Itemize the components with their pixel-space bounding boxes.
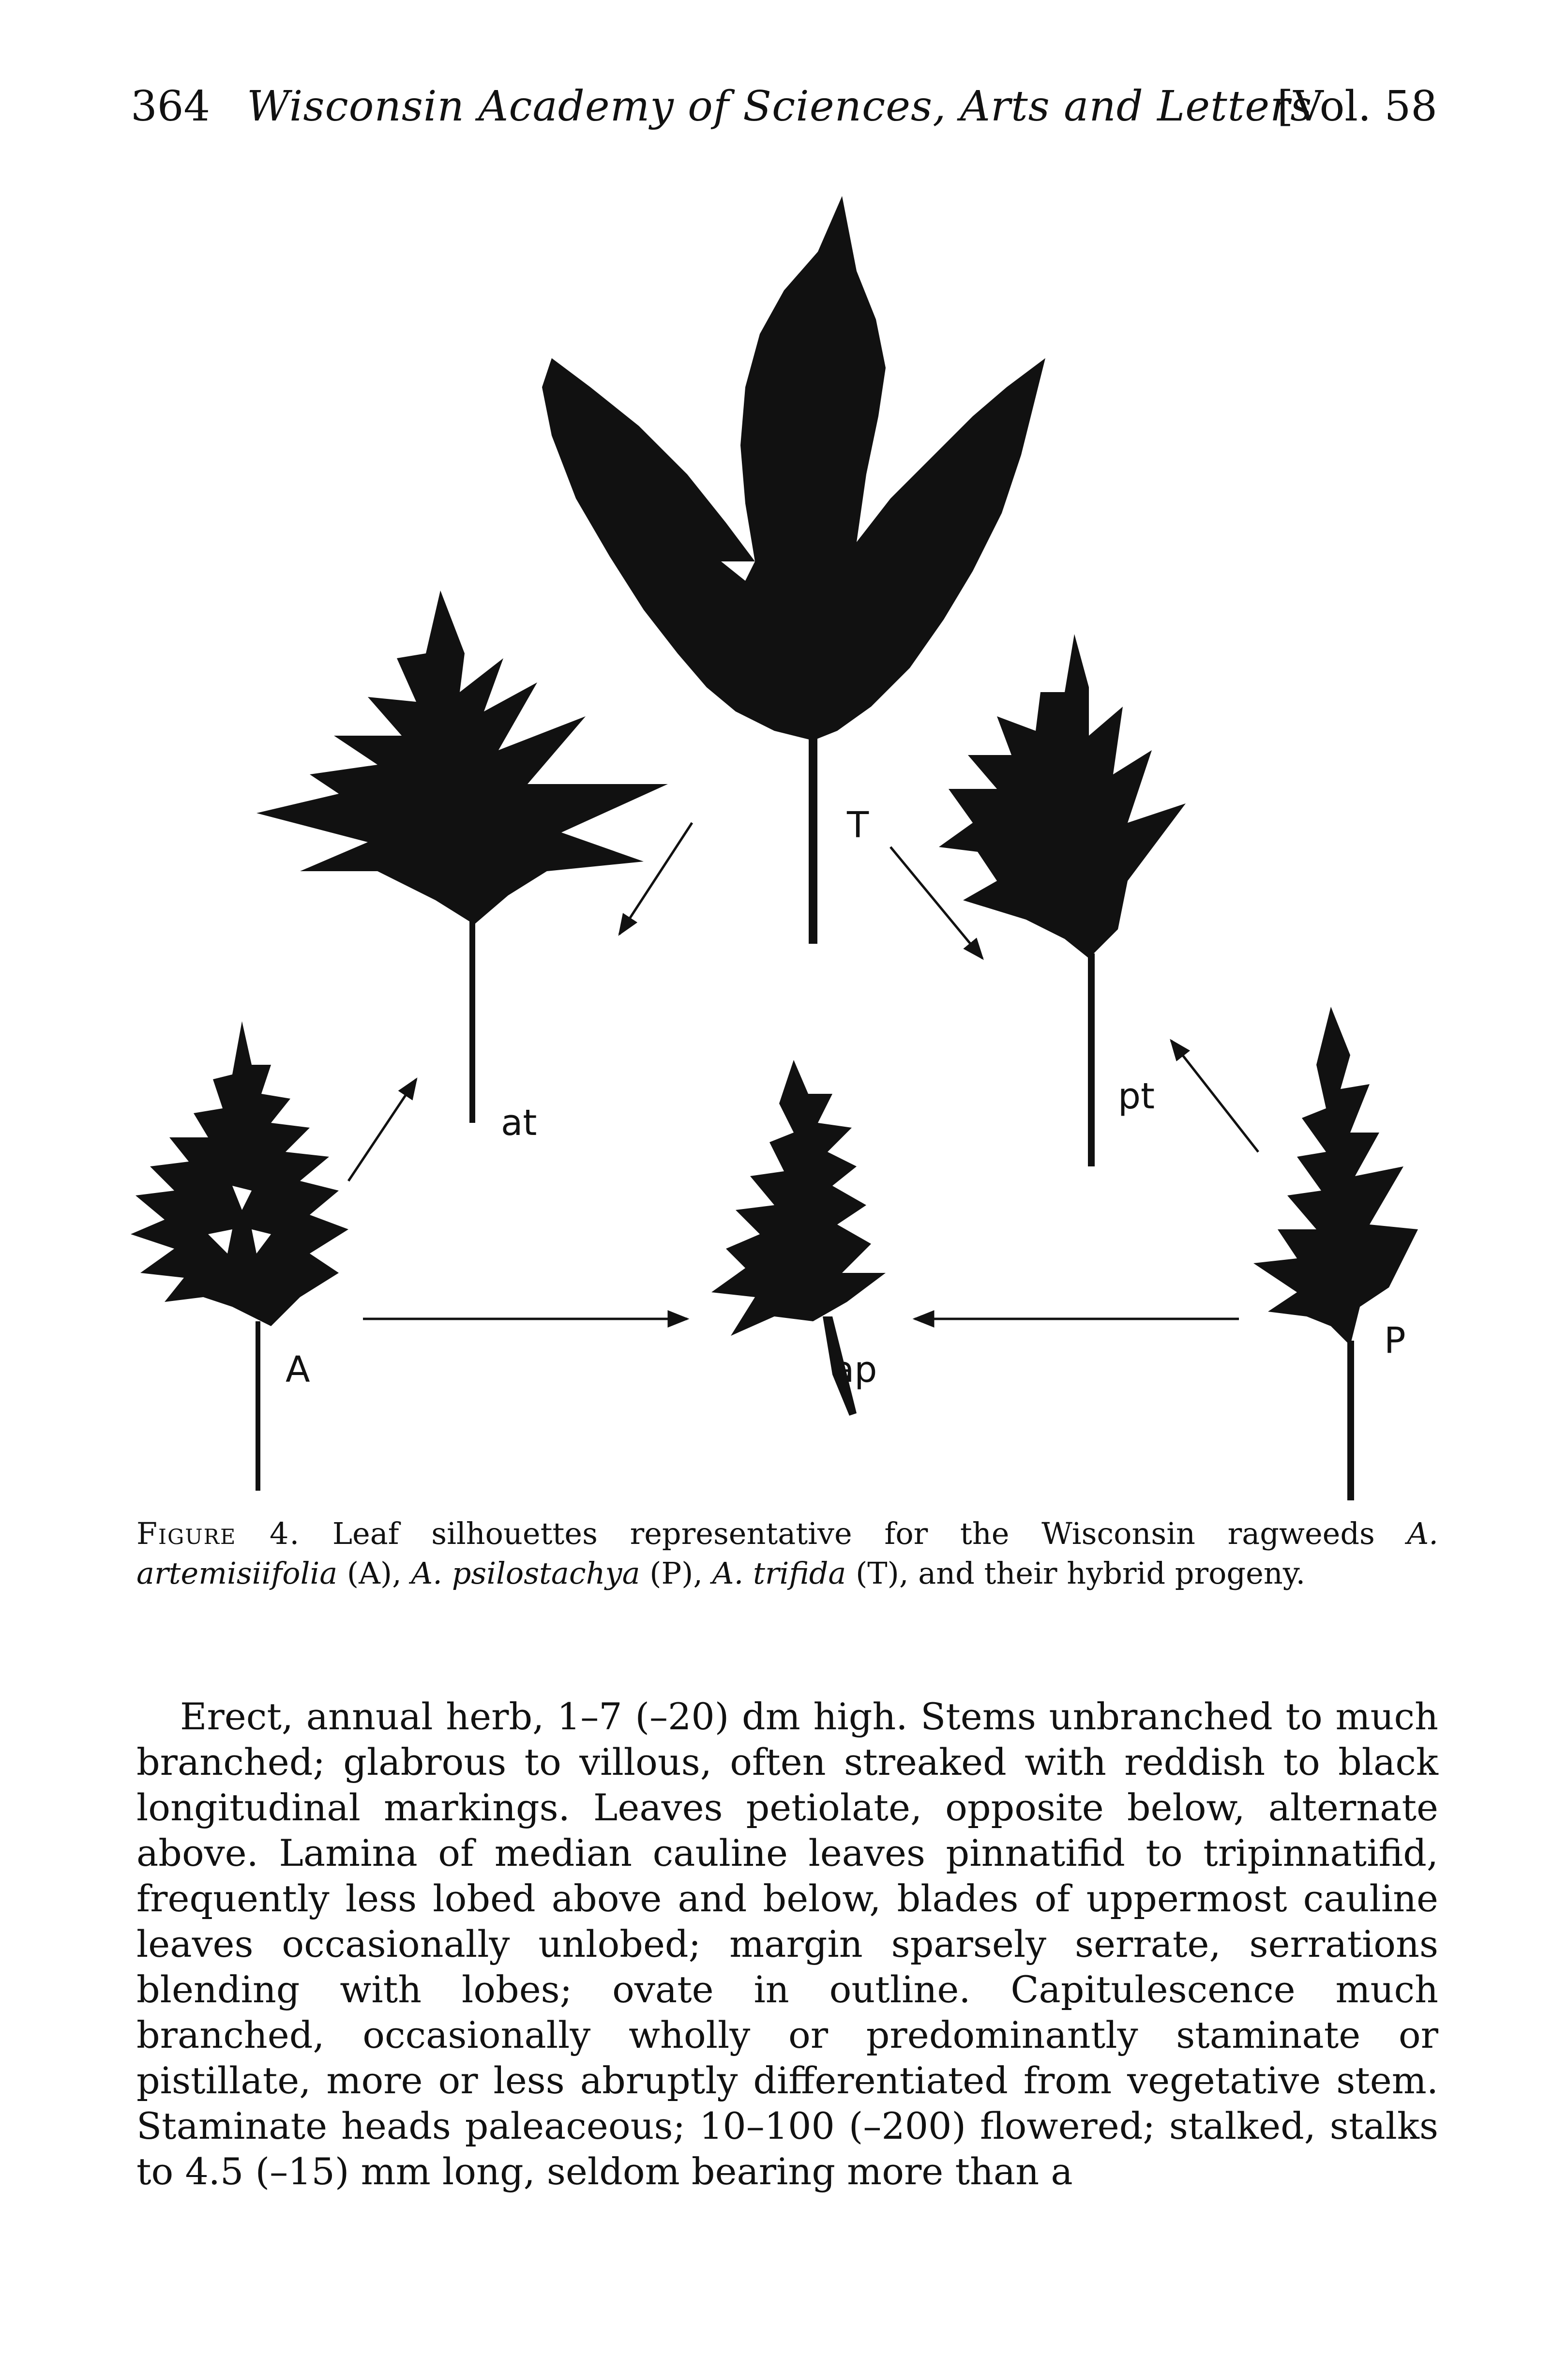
journal-title: Wisconsin Academy of Sciences, Arts and Letters [247,82,1312,131]
label-A: A [286,1349,310,1391]
label-P: P [1384,1320,1406,1361]
species-psilostachya: psilostachya [452,1556,640,1591]
leaf-hybrid-at [256,590,668,1123]
figure-canvas [0,145,1568,1500]
page-number: 364 [131,82,211,131]
caption-text-3: (P), [649,1556,703,1591]
caption-text-4: (T), and their hybrid progeny. [856,1556,1306,1591]
body-text [136,1694,1438,2194]
label-at: at [501,1102,537,1144]
leaf-artemisiifolia [131,1021,348,1491]
arrow-A-to-at [348,1079,416,1181]
species-artemisiifolia: artemisiifolia [136,1556,338,1591]
label-T: T [847,804,869,846]
genus-abbrev-1: A. [1407,1516,1438,1551]
arrow-T-to-at [619,823,692,934]
caption-text-2: (A), [347,1556,402,1591]
label-ap: ap [832,1349,877,1391]
genus-abbrev-3: A. [712,1556,744,1591]
genus-abbrev-2: A. [411,1556,442,1591]
caption-text-1: Leaf silhouettes representative for the Wisconsin ragweeds [332,1516,1375,1551]
figure-caption [136,1514,1438,1593]
species-trifida: trifida [753,1556,846,1591]
leaf-psilostachya [1253,1007,1418,1500]
figure-label: Figure 4. [136,1516,301,1551]
leaf-silhouette-figure [0,145,1568,1500]
arrow-T-to-pt [890,847,982,958]
arrow-P-to-pt [1171,1041,1258,1152]
running-header [131,73,1437,140]
label-pt: pt [1118,1075,1155,1117]
volume-label: [Vol. 58 [1277,82,1437,131]
species-description-paragraph: Erect, annual herb, 1–7 (–20) dm high. Stems unbranched to much branched; glabrous to villous, often streaked with reddish to black longitudinal markings. Leaves petiolate, opposite below, alternate above. Lamina of median cauline leaves pinnatifid to tripinnatifid, frequently less lobed above and below, blades of uppermost cauline leaves occasionally unlobed; margin sparsely serrate, serrations blending with lobes; ovate in outline. Capitulescence much branched, occasionally wholly or predominantly staminate or pistillate, more or less abruptly differentiated from vegetative stem. Staminate heads paleaceous; 10–100 (–200) flowered; stalked, stalks to 4.5 (–15) mm long, seldom bearing more than a [136,1695,1438,2193]
